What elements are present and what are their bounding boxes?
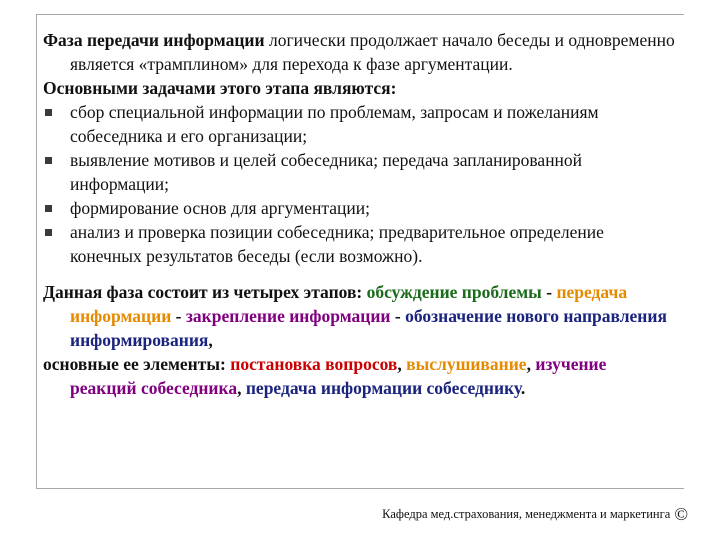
footer-text: Кафедра мед.страхования, менеджмента и маркетинга <box>382 507 671 521</box>
intro-title: Фаза передачи информации <box>43 30 265 50</box>
element-questions: постановка вопросов <box>230 354 398 374</box>
list-item <box>43 196 677 220</box>
slide-frame-left <box>36 14 37 488</box>
stage-transfer: передача информации <box>70 282 628 326</box>
stages-paragraph <box>43 280 677 352</box>
intro-text: логически продолжает начало беседы и одновременно является «трамплином» для перехода к фазе аргументации. <box>70 30 675 74</box>
task-text: формирование основ для аргументации; <box>70 198 370 218</box>
tasks-list <box>43 100 677 268</box>
square-bullet-icon <box>45 205 52 212</box>
element-end: . <box>520 378 526 398</box>
stage-consolidation: закрепление информации <box>185 306 391 326</box>
element-separator: , <box>526 354 536 374</box>
list-item <box>43 220 677 268</box>
copyright-icon: © <box>674 504 688 524</box>
tasks-heading: Основными задачами этого этапа являются: <box>43 78 397 98</box>
slide-content <box>43 28 677 400</box>
slide-frame-top <box>36 14 684 15</box>
stage-separator: - <box>541 282 557 302</box>
square-bullet-icon <box>45 157 52 164</box>
square-bullet-icon <box>45 109 52 116</box>
list-item <box>43 148 677 196</box>
intro-paragraph <box>43 28 677 76</box>
stage-separator: - <box>171 306 186 326</box>
task-text: анализ и проверка позиции собеседника; предварительное определение конечных результатов беседы (если возможно). <box>70 222 604 266</box>
stage-discussion: обсуждение проблемы <box>366 282 542 302</box>
elements-lead: основные ее элементы: <box>43 354 231 374</box>
square-bullet-icon <box>45 229 52 236</box>
element-separator: , <box>237 378 246 398</box>
elements-paragraph <box>43 352 677 400</box>
element-transfer: передача информации собеседнику <box>245 378 521 398</box>
stage-end: , <box>208 330 213 350</box>
element-separator: , <box>397 354 407 374</box>
footer <box>382 504 688 525</box>
list-item <box>43 100 677 148</box>
task-text: сбор специальной информации по проблемам, запросам и пожеланиям собеседника и его организации; <box>70 102 599 146</box>
stage-new-direction: обозначение нового направления информирования <box>70 306 667 350</box>
task-text: выявление мотивов и целей собеседника; передача запланированной информации; <box>70 150 583 194</box>
spacer <box>43 268 677 280</box>
element-listening: выслушивание <box>406 354 527 374</box>
slide-frame-bottom <box>36 488 684 489</box>
element-reactions: изучение реакций собеседника <box>70 354 607 398</box>
stages-lead: Данная фаза состоит из четырех этапов: <box>43 282 367 302</box>
stage-separator: - <box>390 306 406 326</box>
